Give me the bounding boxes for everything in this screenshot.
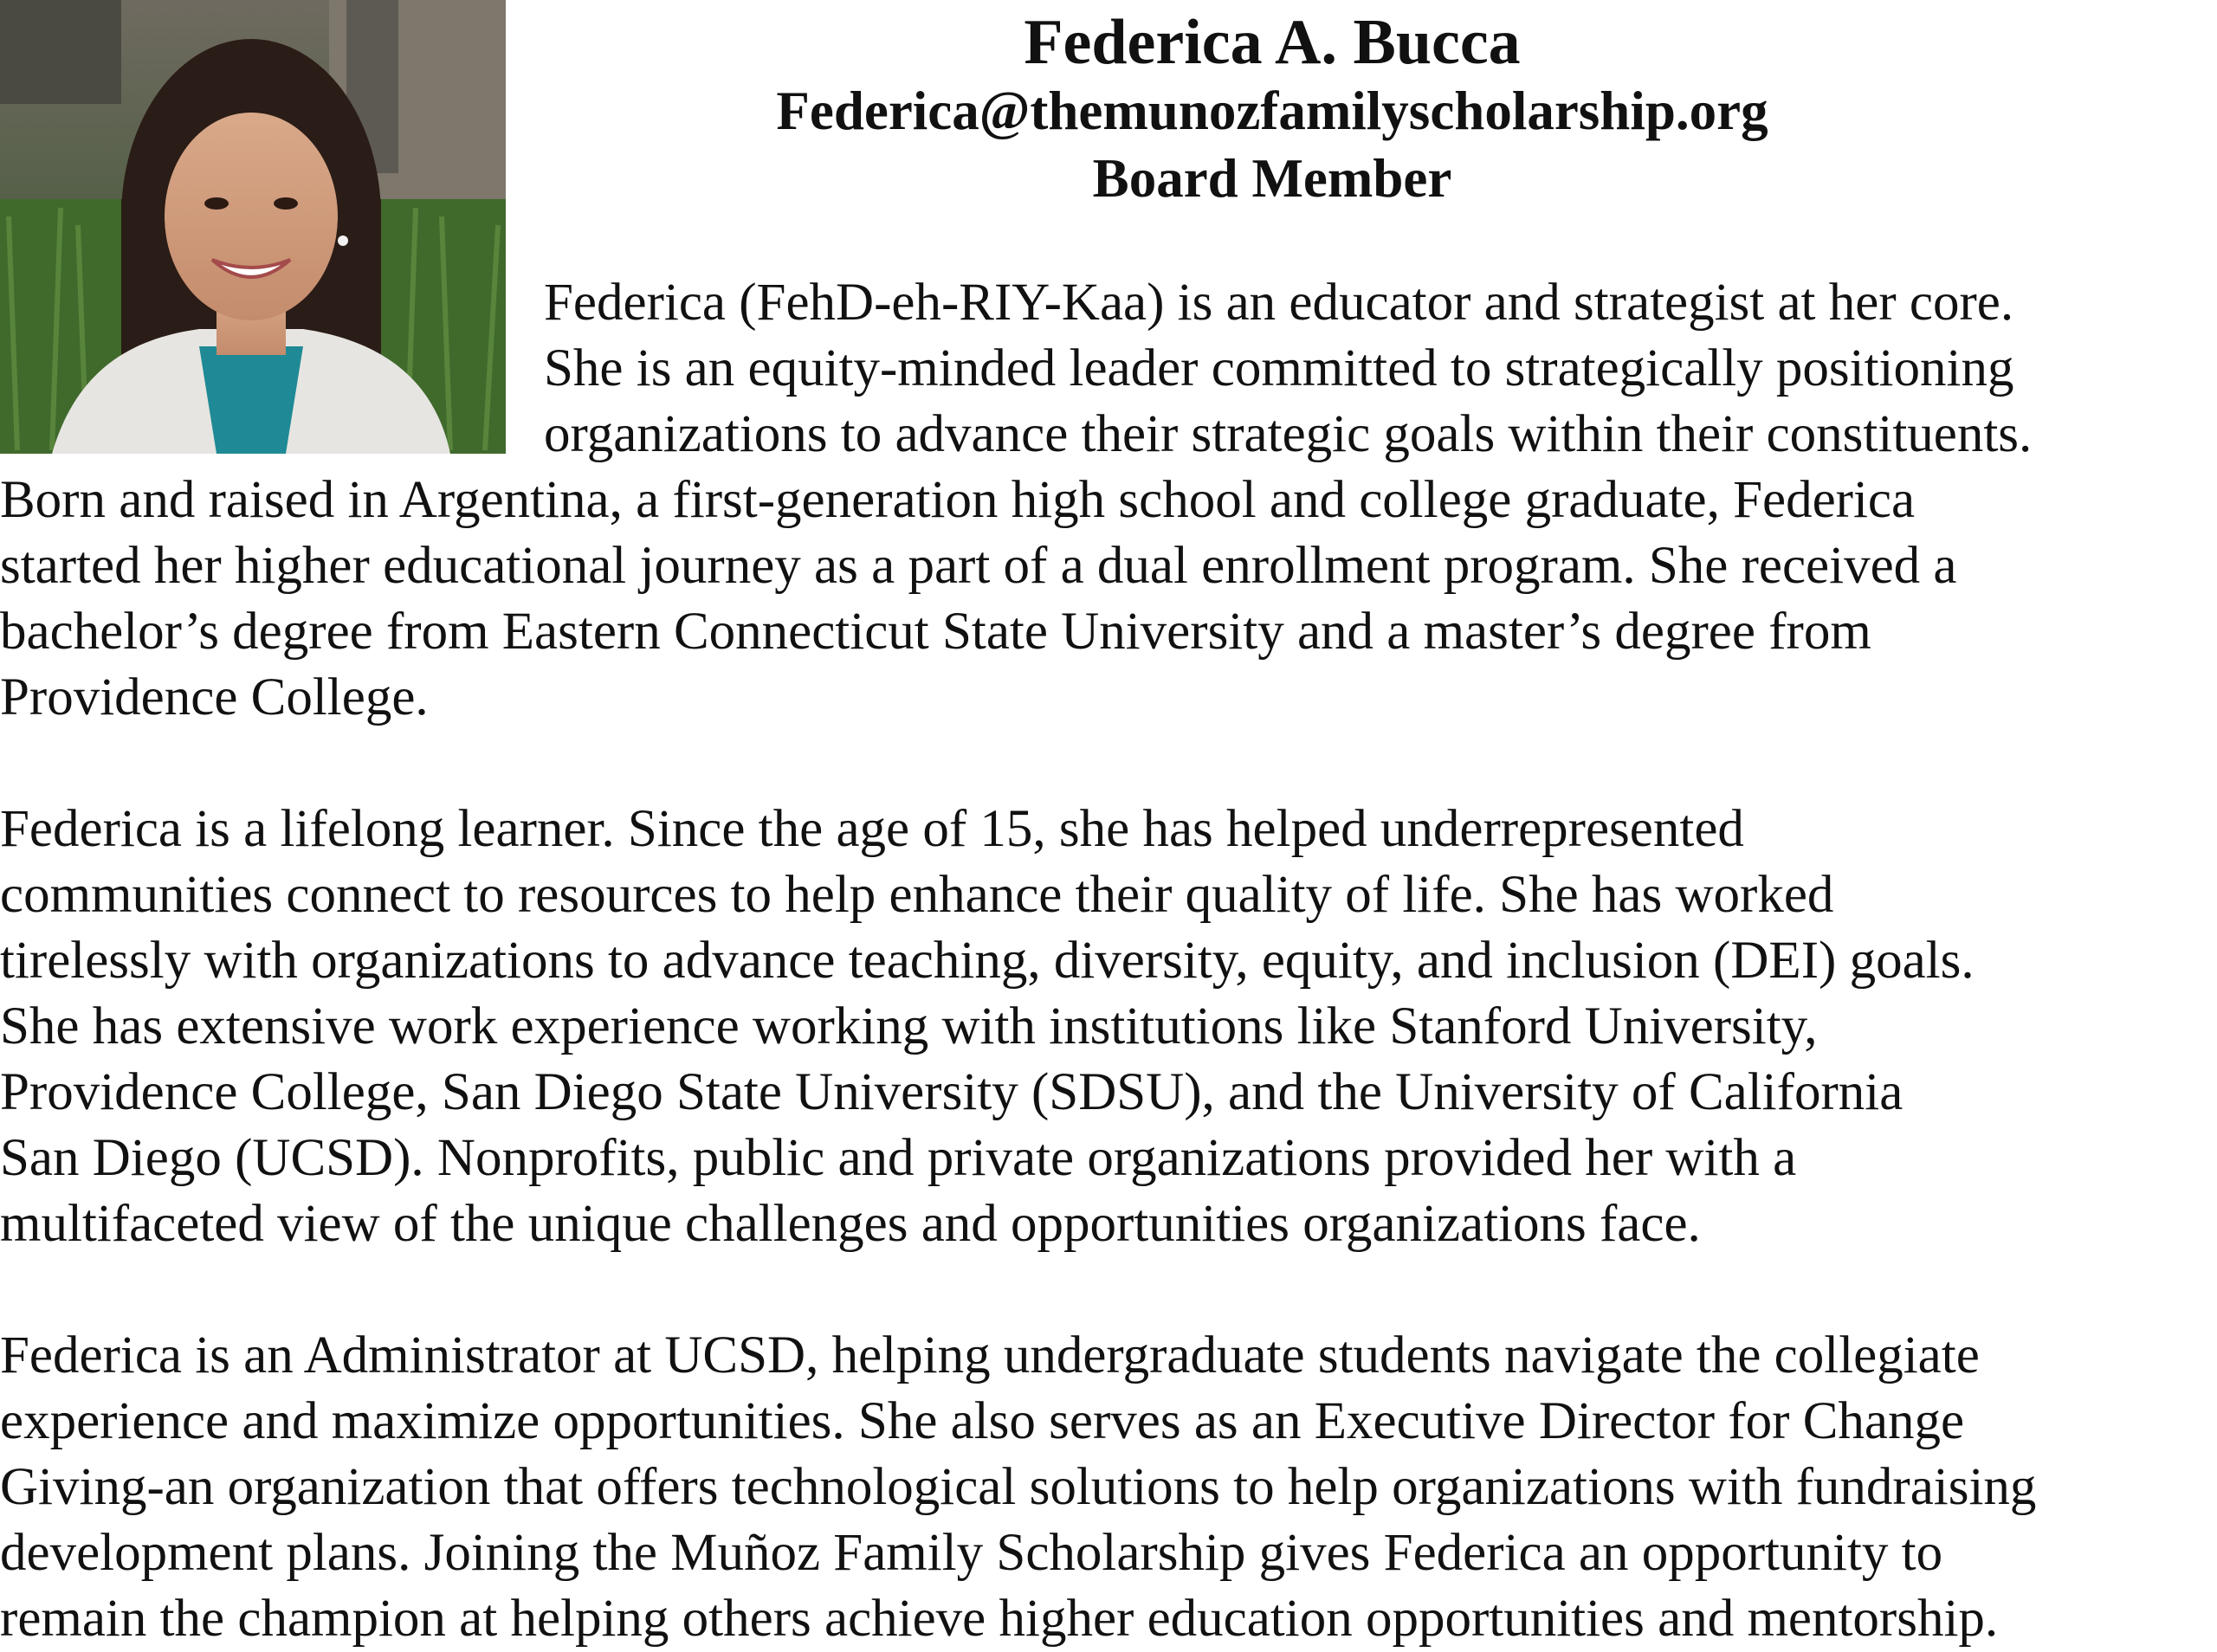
bio-intro-line: organizations to advance their strategic goals within their constituents. <box>544 405 2033 463</box>
bio-paragraph-2-line: Providence College, San Diego State University (SDSU), and the University of California <box>0 1063 1904 1121</box>
bio-paragraph-2-line: San Diego (UCSD). Nonprofits, public and private organizations provided her with a <box>0 1129 1797 1187</box>
profile-role: Board Member <box>1092 148 1452 209</box>
profile-name: Federica A. Bucca <box>1024 7 1521 78</box>
bio-paragraph-2-line: Federica is a lifelong learner. Since the age of 15, she has helped underrepresented <box>0 800 1744 858</box>
bio-paragraph-1-line: Born and raised in Argentina, a first-generation high school and college graduate, Federica <box>0 471 1916 529</box>
bio-paragraph-1-line: bachelor’s degree from Eastern Connecticut State University and a master’s degree from <box>0 603 1871 661</box>
profile-email: Federica@themunozfamilyscholarship.org <box>776 81 1768 141</box>
bio-paragraph-3-line: Giving-an organization that offers technological solutions to help organizations with fundraising <box>0 1458 2037 1516</box>
bio-intro-line: Federica (FehD-eh-RIY-Kaa) is an educator and strategist at her core. <box>544 274 2014 332</box>
bio-paragraph-2-line: tirelessly with organizations to advance teaching, diversity, equity, and inclusion (DEI) goals. <box>0 932 1975 990</box>
bio-paragraph-1-line: Providence College. <box>0 668 429 726</box>
portrait-photo <box>0 0 506 454</box>
bio-paragraph-3-line: remain the champion at helping others achieve higher education opportunities and mentorship. <box>0 1590 1999 1648</box>
bio-paragraph-2-line: She has extensive work experience working with institutions like Stanford University, <box>0 997 1818 1055</box>
bio-paragraph-3-line: development plans. Joining the Muñoz Family Scholarship gives Federica an opportunity to <box>0 1524 1943 1582</box>
bio-intro-line: She is an equity-minded leader committed to strategically positioning <box>544 339 2014 397</box>
bio-paragraph-2-line: multifaceted view of the unique challenges and opportunities organizations face. <box>0 1195 1701 1253</box>
bio-paragraph-2-line: communities connect to resources to help enhance their quality of life. She has worked <box>0 866 1834 924</box>
bio-paragraph-1-line: started her higher educational journey as a part of a dual enrollment program. She received a <box>0 537 1957 595</box>
bio-paragraph-3-line: experience and maximize opportunities. She also serves as an Executive Director for Change <box>0 1392 1965 1450</box>
bio-paragraph-3-line: Federica is an Administrator at UCSD, helping undergraduate students navigate the collegiate <box>0 1326 1980 1384</box>
